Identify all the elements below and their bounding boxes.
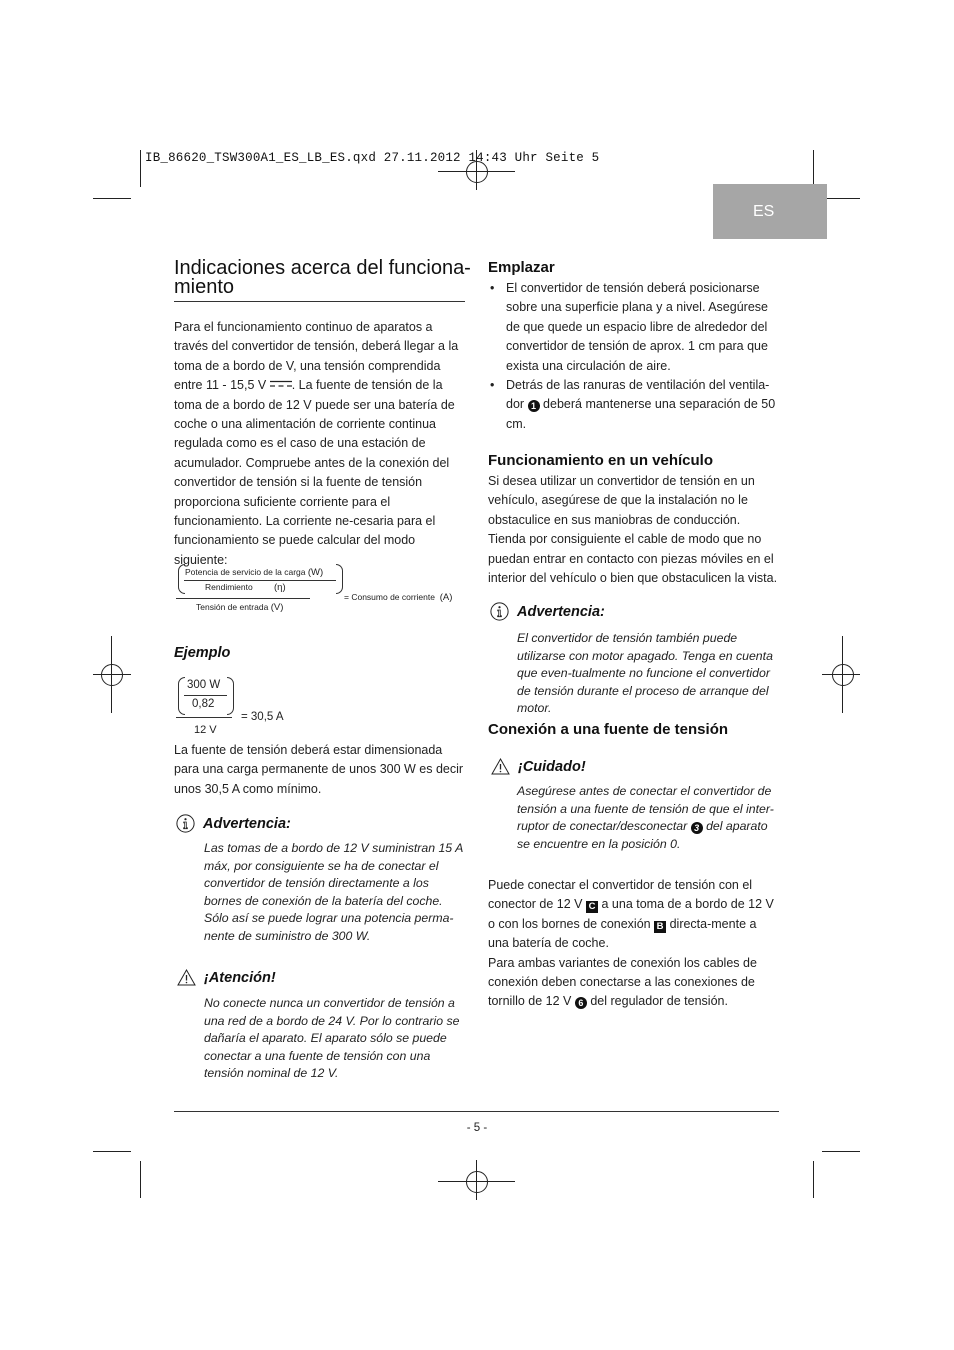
formula-input-voltage: Tensión de entrada (V) — [196, 602, 284, 613]
note2-text: El convertidor de tensión también puede utilizarse con motor apagado. Tenga en cuenta que even-tualmente no funcione el convertidor de tensión durante el proceso de arranque del motor. — [517, 631, 773, 716]
registration-mark — [466, 1171, 488, 1193]
list-item: • Detrás de las ranuras de ventilación del ventila-dor 1 deberá mantenerse una separación de 50 cm. — [488, 376, 780, 434]
example-bracket-right — [227, 677, 234, 715]
emplazar-list — [488, 279, 780, 434]
note2-heading: Advertencia: — [517, 603, 605, 620]
vehiculo-heading: Funcionamiento en un vehículo — [488, 452, 714, 469]
emplazar-heading: Emplazar — [488, 259, 555, 276]
formula-bracket-right — [336, 564, 343, 594]
attention-heading: ¡Atención! — [204, 969, 276, 986]
formula-result: = Consumo de corriente (A) — [344, 592, 453, 603]
registration-line — [476, 1160, 477, 1200]
footer-rule — [174, 1111, 779, 1112]
ref-badge-b: B — [654, 921, 666, 933]
page-number: - 5 - — [466, 1122, 488, 1134]
formula-denominator: Rendimiento (η) — [205, 582, 286, 593]
crop-mark — [93, 198, 131, 199]
file-slug: IB_86620_TSW300A1_ES_LB_ES.qxd 27.11.2012 14:43 Uhr Seite 5 — [145, 151, 600, 165]
warning-triangle-icon — [177, 969, 196, 986]
registration-line — [93, 674, 131, 675]
conexion-heading: Conexión a una fuente de tensión — [488, 721, 729, 738]
language-tab: ES — [713, 184, 827, 239]
crop-mark — [140, 150, 141, 187]
attention-header — [177, 969, 276, 986]
example-main-rule — [176, 717, 232, 718]
registration-line — [822, 674, 860, 675]
ref-badge-3: 3 — [691, 822, 703, 834]
note2-header — [490, 602, 605, 621]
registration-mark — [101, 664, 123, 686]
formula-main-rule — [176, 598, 310, 599]
list-item: • El convertidor de tensión deberá posicionarse sobre una superficie plana y a nivel. Asegúrese de que quede un espacio libre de alrededor del convertidor de tensión de aprox. 1 cm para que exista una circulación de aire. — [488, 279, 780, 376]
example-power: 300 W — [187, 679, 221, 691]
example-heading: Ejemplo — [174, 645, 231, 661]
crop-mark — [813, 1161, 814, 1198]
title-rule — [174, 301, 465, 302]
crop-mark — [813, 150, 814, 187]
note1-header — [176, 814, 291, 833]
registration-line — [842, 636, 843, 713]
crop-mark — [822, 198, 860, 199]
warning-triangle-icon — [491, 758, 510, 775]
registration-mark — [832, 664, 854, 686]
registration-line — [111, 636, 112, 713]
example-voltage: 12 V — [194, 724, 217, 736]
note1-heading: Advertencia: — [203, 815, 291, 832]
formula-numerator: Potencia de servicio de la carga (W) — [185, 567, 324, 578]
attention-text: No conecte nunca un convertidor de tensión a una red de a bordo de 24 V. Por lo contrario se dañaría el aparato. El aparato sólo se puede conectar a una fuente de tensión con una tensión nominal de 12 V. — [204, 996, 460, 1081]
note1-text: Las tomas de a bordo de 12 V suministran 15 A máx, por consiguiente se ha de conectar el convertidor de tensión directamente a los bornes de conexión de la batería del coche. Sólo así se puede lograr una potencia perma-nente de suministro de 300 W. — [204, 841, 463, 943]
formula-bracket-left — [178, 564, 185, 594]
crop-mark — [822, 1151, 860, 1152]
example-result: = 30,5 A — [241, 711, 284, 723]
ref-badge-6: 6 — [575, 997, 587, 1009]
dc-symbol-icon — [270, 380, 292, 388]
formula-inner-rule — [184, 580, 336, 581]
example-inner-rule — [184, 695, 227, 696]
example-paragraph: La fuente de tensión deberá estar dimensionada para una carga permanente de unos 300 W es decir unos 30,5 A como mínimo. — [174, 743, 464, 796]
conexion-paragraph: Puede conectar el convertidor de tensión con el conector de 12 V C a una toma de a bordo de 12 V o con los bornes de conexión B directa-mente a una batería de coche. Para ambas variantes de conexión los cables de conexión deben conectarse a las conexiones de tornillo de 12 V 6 del regulador de tensión. — [488, 878, 774, 1009]
page-title: Indicaciones acerca del funciona- miento — [174, 257, 471, 298]
info-icon — [490, 602, 509, 621]
crop-mark — [93, 1151, 131, 1152]
info-icon — [176, 814, 195, 833]
ref-badge-1: 1 — [528, 400, 540, 412]
caution-header — [491, 758, 586, 775]
example-efficiency: 0,82 — [192, 698, 215, 710]
caution-text: Asegúrese antes de conectar el convertidor de tensión a una fuente de tensión de que el inter-ruptor de conectar/desconectar 3 del aparato se encuentre en la posición 0. — [517, 784, 774, 851]
intro-paragraph: Para el funcionamiento continuo de aparatos a través del convertidor de tensión, deberá llegar a la toma de a bordo de V, una tensión comprendida entre 11 - 15,5 V . La fuente de tensión de la toma de a bordo de 12 V puede ser una batería de coche o una alimentación de corriente continua regulada como es el caso de una estación de acumulador. Compruebe antes de la conexión del convertidor de tensión si la fuente de tensión proporciona suficiente corriente para el funcionamiento. La corriente ne-cesaria para el funcionamiento se puede calcular del modo siguiente: — [174, 320, 459, 567]
caution-heading: ¡Cuidado! — [518, 758, 586, 775]
vehiculo-paragraph: Si desea utilizar un convertidor de tensión en un vehículo, asegúrese de que la instalación no le obstaculice en sus maniobras de conducción. Tienda por consiguiente el cable de modo que no puedan entrar en contacto con piezas móviles en el interior del vehículo o bien que obstaculicen la vista. — [488, 474, 778, 586]
crop-mark — [140, 1161, 141, 1198]
example-bracket-left — [178, 677, 185, 715]
ref-badge-c: C — [586, 901, 598, 913]
